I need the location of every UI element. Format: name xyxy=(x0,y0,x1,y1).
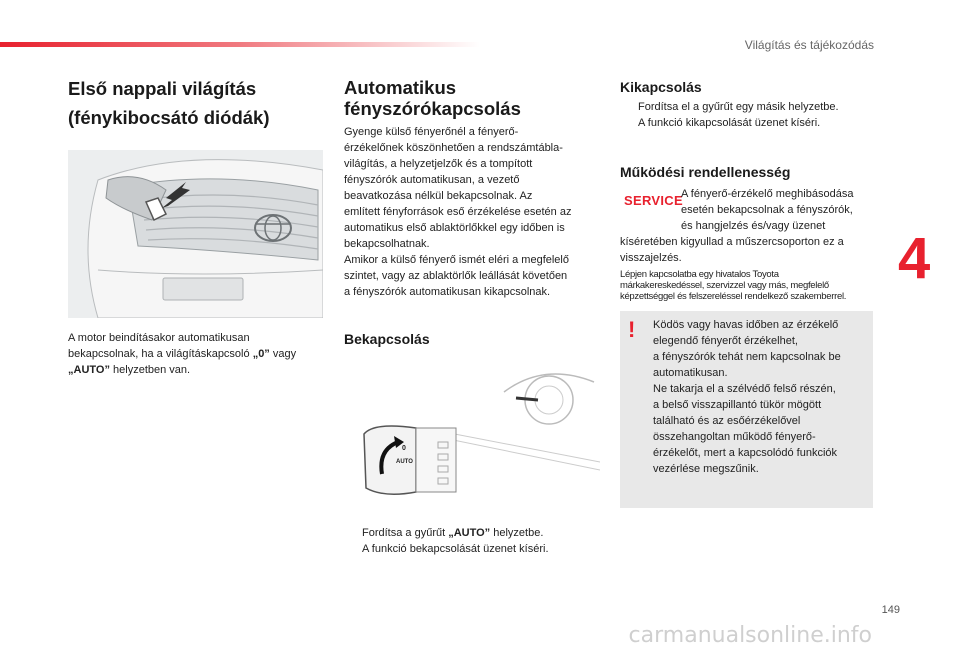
right-bullet-line2: A funkció kikapcsolását üzenet kíséri. xyxy=(638,117,821,129)
warning-line: Ne takarja el a szélvédő felső részén, xyxy=(653,383,836,395)
malfunction-line: esetén bekapcsolnak a fényszórók, xyxy=(681,204,853,216)
bullet-marker xyxy=(344,525,362,557)
page-number: 149 xyxy=(881,604,900,616)
warning-line: összehangoltan működő fényerő- xyxy=(653,431,816,443)
dealer-line: márkakereskedéssel, szervizzel vagy más, megfelelő xyxy=(620,280,829,291)
switch-label-auto: AUTO xyxy=(396,459,413,465)
middle-title-line1: Automatikus xyxy=(344,77,457,98)
right-title-kikapcsolas: Kikapcsolás xyxy=(620,79,702,95)
warning-line: található és az esőérzékelővel xyxy=(653,415,801,427)
warning-line: a belső visszapillantó tükör mögött xyxy=(653,399,822,411)
service-warning-icon: SERVICE xyxy=(624,193,683,208)
headlight-photo xyxy=(68,150,323,318)
malfunction-line: és hangjelzés és/vagy üzenet xyxy=(681,220,826,232)
malfunction-line: kíséretében kigyullad a műszercsoporton ez a xyxy=(620,236,844,248)
bullet-text-start: Fordítsa a gyűrűt xyxy=(362,527,446,539)
bullet-text-end: helyzetbe. xyxy=(493,527,544,539)
paragraph-line: a fényszórók automatikusan kikapcsolnak. xyxy=(344,286,551,298)
warning-icon: ! xyxy=(628,317,636,342)
switch-label-0: 0 xyxy=(402,445,406,452)
watermark: carmanualsonline.info xyxy=(628,623,872,648)
malfunction-line: A fényerő-érzékelő meghibásodása xyxy=(681,188,854,200)
middle-paragraph xyxy=(344,124,609,300)
malfunction-indented xyxy=(681,186,881,234)
left-caption-vagy: vagy xyxy=(272,348,297,360)
paragraph-line: érzékelőnek köszönhetően a rendszámtábla- xyxy=(344,142,563,154)
paragraph-line: Gyenge külső fényerőnél a fényerő- xyxy=(344,126,519,138)
warning-line: Ködös vagy havas időben az érzékelő xyxy=(653,319,839,331)
malfunction-title: Működési rendellenesség xyxy=(620,164,791,180)
left-title xyxy=(68,76,269,130)
left-caption-text: bekapcsolnak, ha a világításkapcsoló xyxy=(68,348,250,360)
left-title-line2: (fénykibocsátó diódák) xyxy=(68,107,270,128)
bullet-marker xyxy=(620,99,638,131)
warning-line: érzékelőt, mert a kapcsolódó funkciók xyxy=(653,447,838,459)
warning-text xyxy=(653,317,868,477)
middle-title-line2: fényszórókapcsolás xyxy=(344,98,521,119)
right-bullet-line1: Fordítsa el a gyűrűt egy másik helyzetbe. xyxy=(638,101,839,113)
left-caption-line3 xyxy=(68,362,328,378)
subtitle-bekapcsolas: Bekapcsolás xyxy=(344,331,430,347)
warning-line: automatikusan. xyxy=(653,367,728,379)
left-caption-end: helyzetben van. xyxy=(113,364,191,376)
middle-bullet-line1 xyxy=(362,525,549,541)
paragraph-line: beavatkozása nélkül bekapcsolnak. Az xyxy=(344,190,533,202)
paragraph-line: említett fényforrások eső érzékelése esetén az xyxy=(344,206,572,218)
paragraph-line: szintet, vagy az ablaktörlők leállását követően xyxy=(344,270,568,282)
left-caption xyxy=(68,330,328,378)
right-bullet xyxy=(620,99,880,131)
light-switch-drawing xyxy=(344,362,600,500)
middle-bullet xyxy=(344,525,609,557)
middle-bullet-line2: A funkció bekapcsolását üzenet kíséri. xyxy=(362,543,549,555)
car-front-illustration xyxy=(68,150,323,318)
bullet-text-bold: „AUTO” xyxy=(448,527,491,539)
dealer-note xyxy=(620,269,885,302)
dealer-line: Lépjen kapcsolatba egy hivatalos Toyota xyxy=(620,269,779,280)
position-0: „0” xyxy=(252,348,270,360)
warning-line: elegendő fényerőt érzékelhet, xyxy=(653,335,798,347)
dealer-line: képzettséggel és felszereléssel rendelkező szakemberrel. xyxy=(620,291,847,302)
middle-bullet-text xyxy=(362,525,549,557)
malfunction-line: visszajelzés. xyxy=(620,252,682,264)
paragraph-line: bekapcsolhatnak. xyxy=(344,238,430,250)
warning-line: a fényszórók tehát nem kapcsolnak be xyxy=(653,351,841,363)
paragraph-line: világítás, a helyzetjelzők és a tompított xyxy=(344,158,533,170)
left-caption-line2 xyxy=(68,346,328,362)
paragraph-line: fényszórók automatikusan, a vezető xyxy=(344,174,520,186)
position-auto: „AUTO” xyxy=(68,364,110,376)
paragraph-line: automatikus első ablaktörlőkkel egy időben is xyxy=(344,222,565,234)
header-accent-bar xyxy=(0,42,480,47)
malfunction-full xyxy=(620,234,880,266)
middle-title xyxy=(344,77,521,119)
section-header: Világítás és tájékozódás xyxy=(744,38,874,52)
paragraph-line: Amikor a külső fényerő ismét eléri a megfelelő xyxy=(344,254,569,266)
warning-line: vezérlése megszűnik. xyxy=(653,463,759,475)
right-bullet-text xyxy=(638,99,839,131)
warning-box xyxy=(620,311,873,508)
left-title-line1: Első nappali világítás xyxy=(68,78,257,99)
switch-illustration xyxy=(344,362,600,500)
left-caption-line1: A motor beindításakor automatikusan xyxy=(68,332,250,344)
chapter-number: 4 xyxy=(898,226,931,291)
